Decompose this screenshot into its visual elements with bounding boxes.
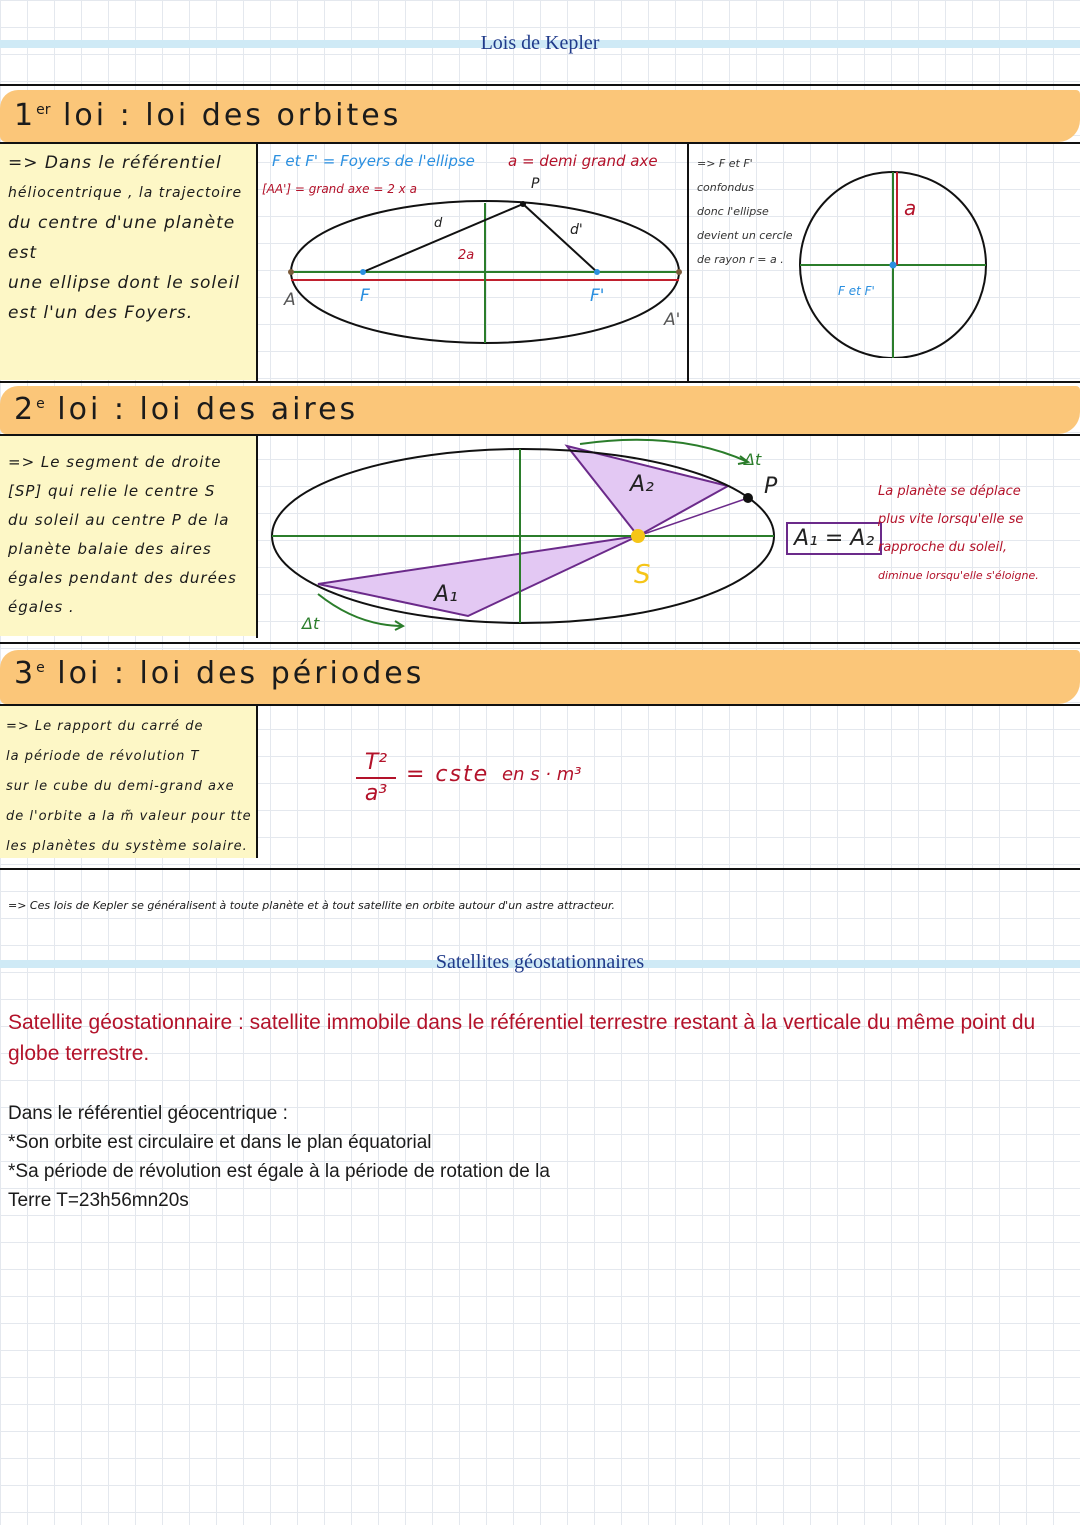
- divider: [0, 84, 1080, 86]
- satellite-properties: Dans le référentiel géocentrique : *Son orbite est circulaire et dans le plan équatorial *Sa période de révolution est égale à la période de rotation de la Terre T=23h56mn20s: [8, 1103, 550, 1211]
- law1-statement: => Dans le référentiel héliocentrique , la trajectoire du centre d'une planète est une ellipse dont le soleil est l'un des Foyers.: [8, 153, 243, 323]
- sun-S: [631, 529, 645, 543]
- focus-F2: [594, 269, 600, 275]
- label-A2-area: A₂: [630, 472, 654, 497]
- label-dt-bottom: Δt: [302, 614, 320, 633]
- point-P: [520, 201, 526, 207]
- label-A: A: [284, 290, 296, 310]
- segment-d: [363, 204, 523, 272]
- circle-diagram: [796, 168, 990, 358]
- law2-title: 2e loi : loi des aires: [14, 392, 359, 427]
- satellites-title: Satellites géostationnaires: [435, 951, 645, 973]
- grand-axe-note: [AA'] = grand axe = 2 x a: [262, 182, 417, 196]
- label-dt-top: Δt: [744, 450, 762, 469]
- divider: [0, 642, 1080, 644]
- segment-d-prime: [523, 204, 597, 272]
- label-S: S: [634, 560, 651, 590]
- axe-note: a = demi grand axe: [508, 152, 658, 170]
- satellite-definition: Satellite géostationnaire : satellite immobile dans le référentiel terrestre restant à la verticale du même point du globe terrestre.: [8, 1011, 1036, 1065]
- label-d: d: [434, 216, 443, 231]
- circle-center: [890, 262, 897, 269]
- planet-P: [743, 493, 753, 503]
- formula-fraction: [356, 750, 396, 806]
- law1-title: 1er loi : loi des orbites: [14, 98, 402, 133]
- label-d-prime: d': [570, 222, 583, 238]
- label-P: P: [531, 176, 540, 192]
- equality-box: A₁ = A₂: [786, 522, 882, 555]
- label-P-planet: P: [764, 474, 778, 499]
- label-A1-area: A₁: [434, 582, 458, 607]
- formula-denominator: a³: [364, 781, 388, 806]
- label-F: F: [360, 286, 370, 306]
- fraction-bar: [356, 777, 396, 779]
- divider: [256, 706, 258, 858]
- circle-note: => F et F' confondus donc l'ellipse devient un cercle de rayon r = a .: [697, 157, 793, 266]
- law3-title: 3e loi : loi des périodes: [14, 656, 425, 691]
- speed-note: La planète se déplace plus vite lorsqu'elle se rapproche du soleil, diminue lorsqu'elle s'éloigne.: [878, 484, 1039, 582]
- foyers-note: F et F' = Foyers de l'ellipse: [272, 152, 475, 170]
- formula-unit: en s · m³: [502, 764, 582, 785]
- circle-label-a: a: [904, 196, 917, 220]
- divider: [0, 381, 1080, 383]
- label-F-prime: F': [590, 286, 605, 306]
- focus-F: [360, 269, 366, 275]
- formula-constant: = cste: [406, 762, 490, 787]
- law3-statement: => Le rapport du carré de la période de révolution T sur le cube du demi-grand axe de l'orbite a la m̃ valeur pour tte les planètes du système solaire.: [6, 719, 252, 854]
- divider: [687, 144, 689, 382]
- divider: [0, 868, 1080, 870]
- ellipse-diagram: [258, 176, 686, 376]
- page-title: Lois de Kepler: [480, 32, 600, 54]
- formula-numerator: T²: [364, 750, 388, 775]
- point-A2: [676, 269, 682, 275]
- generalisation-note: => Ces lois de Kepler se généralisent à toute planète et à tout satellite en orbite autour d'un astre attracteur.: [8, 899, 615, 912]
- point-A: [288, 269, 294, 275]
- label-2a: 2a: [458, 248, 475, 263]
- areas-diagram: [258, 436, 788, 641]
- circle-label-center: F et F': [838, 284, 875, 298]
- label-A-prime: A': [664, 310, 681, 330]
- law2-statement: => Le segment de droite [SP] qui relie le centre S du soleil au centre P de la planète balaie des aires égales pendant des durées égales .: [8, 453, 237, 616]
